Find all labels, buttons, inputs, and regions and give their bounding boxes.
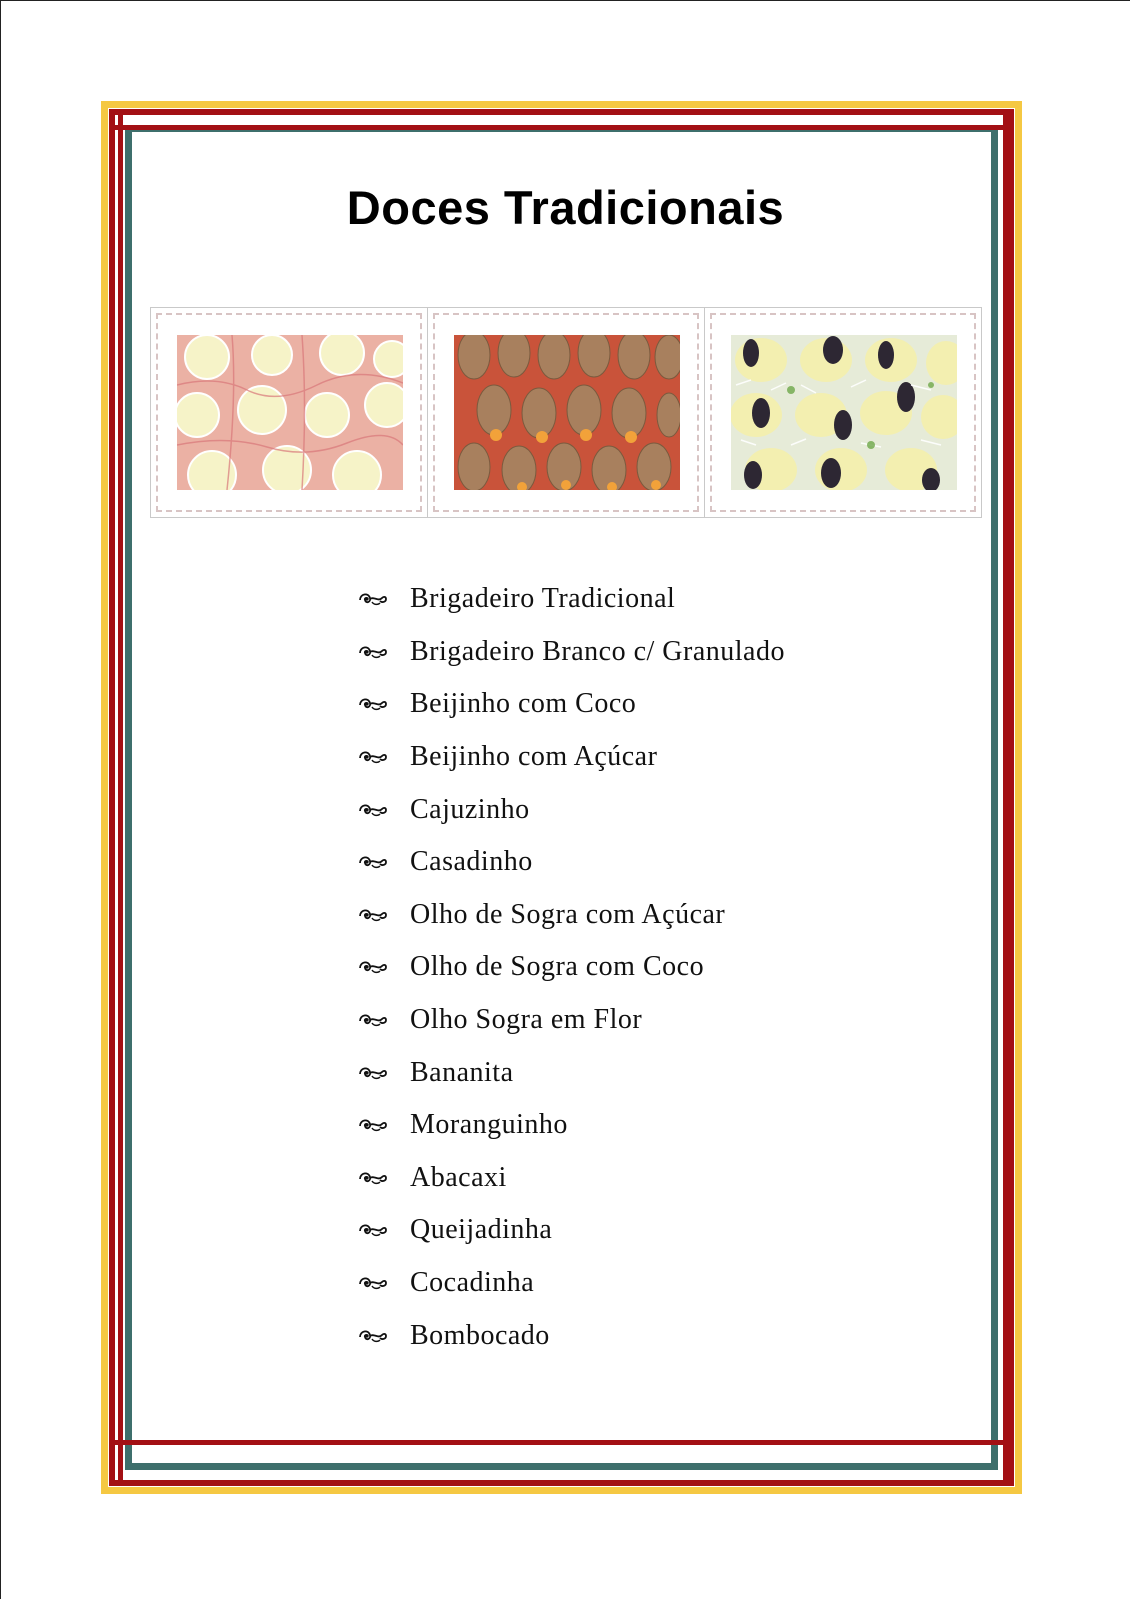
floral-scroll-bullet-icon <box>358 1169 410 1187</box>
sweets-list <box>358 573 785 1362</box>
floral-scroll-bullet-icon <box>358 1221 410 1239</box>
floral-scroll-bullet-icon <box>358 643 410 661</box>
item-label: Abacaxi <box>410 1161 507 1193</box>
floral-scroll-bullet-icon <box>358 906 410 924</box>
list-item <box>358 1257 785 1310</box>
item-label: Bombocado <box>410 1319 550 1351</box>
photo-frame-2 <box>428 308 705 517</box>
list-item <box>358 1046 785 1099</box>
border-red-inner-bottom <box>109 1440 1014 1445</box>
item-label: Olho Sogra em Flor <box>410 1004 643 1036</box>
floral-scroll-bullet-icon <box>358 695 410 713</box>
item-label: Brigadeiro Branco c/ Granulado <box>410 635 785 667</box>
list-item <box>358 1152 785 1205</box>
list-item <box>358 1309 785 1362</box>
floral-scroll-bullet-icon <box>358 853 410 871</box>
border-red-inner-top <box>109 125 1014 130</box>
item-label: Moranguinho <box>410 1109 568 1141</box>
item-label: Cocadinha <box>410 1267 535 1299</box>
list-item <box>358 573 785 626</box>
photo-frame-3 <box>705 308 981 517</box>
item-label: Casadinho <box>410 846 533 878</box>
photo-frame-1 <box>151 308 428 517</box>
floral-scroll-bullet-icon <box>358 958 410 976</box>
item-label: Olho de Sogra com Coco <box>410 951 705 983</box>
floral-scroll-bullet-icon <box>358 590 410 608</box>
page-title: Doces Tradicionais <box>346 181 785 234</box>
list-item <box>358 836 785 889</box>
coconut-kiss-sweets-photo <box>177 335 403 490</box>
border-red-inner-right <box>1003 109 1008 1486</box>
floral-scroll-bullet-icon <box>358 748 410 766</box>
floral-scroll-bullet-icon <box>358 1274 410 1292</box>
floral-scroll-bullet-icon <box>358 1327 410 1345</box>
list-item <box>358 678 785 731</box>
floral-scroll-bullet-icon <box>358 801 410 819</box>
list-item <box>358 941 785 994</box>
olho-de-sogra-sweets-photo <box>731 335 957 490</box>
item-label: Cajuzinho <box>410 793 530 825</box>
list-item <box>358 1204 785 1257</box>
list-item <box>358 1099 785 1152</box>
list-item <box>358 889 785 942</box>
border-red-inner-left <box>118 109 123 1486</box>
item-label: Olho de Sogra com Açúcar <box>410 898 726 930</box>
list-item <box>358 783 785 836</box>
item-label: Queijadinha <box>410 1214 553 1246</box>
list-item <box>358 731 785 784</box>
photo-strip <box>150 307 982 518</box>
floral-scroll-bullet-icon <box>358 1011 410 1029</box>
item-label: Beijinho com Coco <box>410 688 637 720</box>
list-item <box>358 626 785 679</box>
floral-scroll-bullet-icon <box>358 1116 410 1134</box>
item-label: Beijinho com Açúcar <box>410 741 658 773</box>
list-item <box>358 994 785 1047</box>
floral-scroll-bullet-icon <box>358 1064 410 1082</box>
item-label: Bananita <box>410 1056 514 1088</box>
cajuzinho-sweets-photo <box>454 335 680 490</box>
item-label: Brigadeiro Tradicional <box>410 583 676 615</box>
